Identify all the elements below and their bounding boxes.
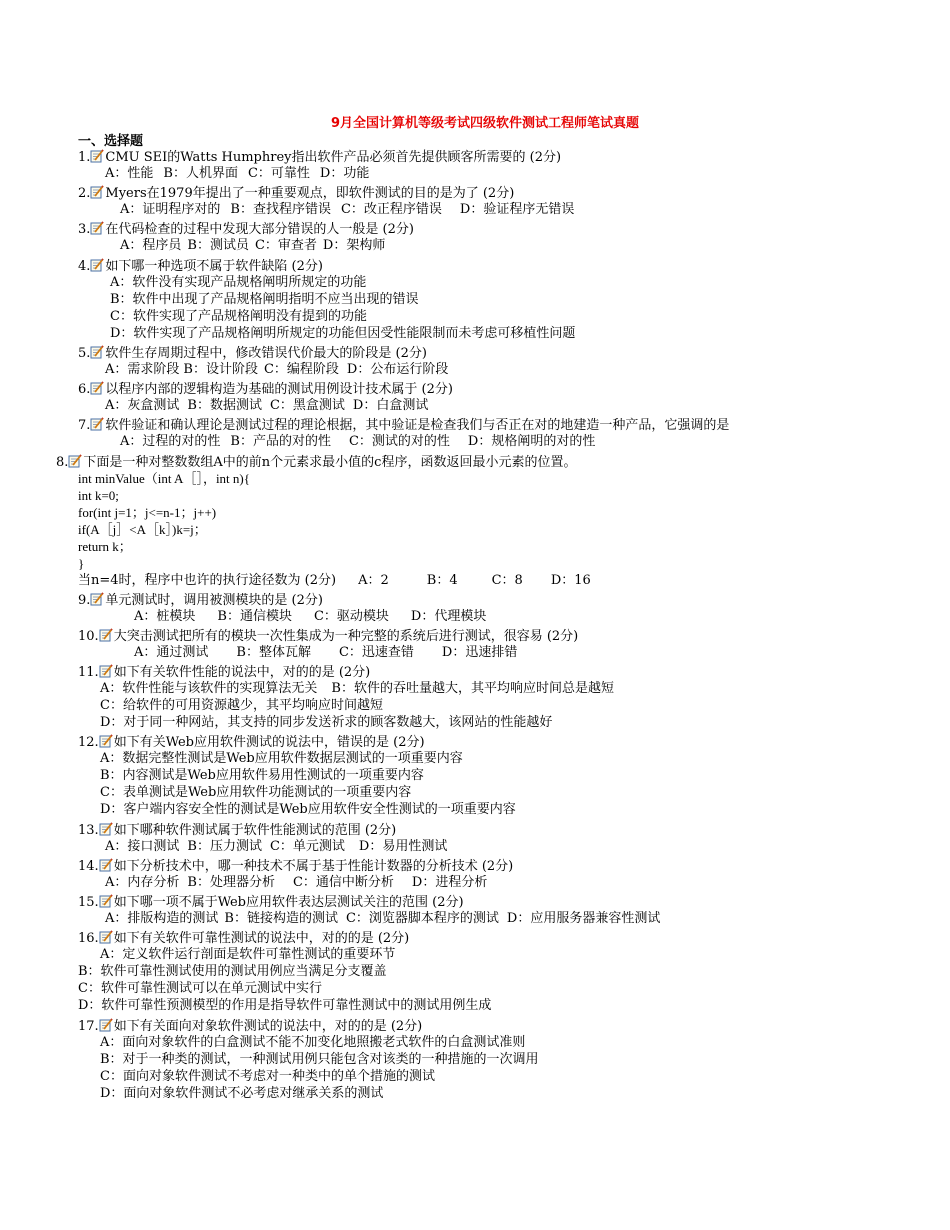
- option-b: B：整体瓦解: [236, 645, 311, 660]
- question-text: 软件验证和确认理论是测试过程的理论根据，其中验证是检查我们与否正在对的地建造一种产品，它强调的是: [105, 418, 730, 433]
- option-c: C：黑盒测试: [269, 398, 345, 413]
- option-d: D：公布运行阶段: [346, 362, 449, 377]
- option-d: D：对于同一种网站，其支持的同步发送祈求的顾客数越大，该网站的性能越好: [100, 715, 553, 730]
- option-d: D：进程分析: [411, 875, 488, 890]
- question-text: 以程序内部的逻辑构造为基础的测试用例设计技术属于 (2分): [105, 382, 453, 397]
- question-text: 如下分析技术中，哪一种技术不属于基于性能计数器的分析技术 (2分): [113, 859, 514, 874]
- option-c: C：审查者: [254, 238, 317, 253]
- question-text: 软件生存周期过程中，修改错误代价最大的阶段是 (2分): [105, 346, 427, 361]
- option-d: D：功能: [319, 166, 370, 181]
- option-b: B：测试员: [187, 238, 249, 253]
- option-d: D：迅速排错: [441, 645, 518, 660]
- question-number: 17.: [78, 1019, 99, 1034]
- edit-note-icon: [90, 221, 104, 235]
- edit-note-icon: [68, 454, 82, 468]
- option-b: B：数据测试: [187, 398, 262, 413]
- edit-note-icon: [99, 664, 113, 678]
- option-d: D：易用性测试: [358, 839, 448, 854]
- option-d: D：代理模块: [410, 609, 487, 624]
- option-a: A：过程的对的性: [120, 434, 221, 449]
- question-text: 在代码检查的过程中发现大部分错误的人一般是 (2分): [105, 222, 414, 237]
- question-7: [78, 417, 729, 434]
- option-b: B：设计阶段: [183, 362, 258, 377]
- option-a: A：软件没有实现产品规格阐明所规定的功能: [110, 275, 367, 290]
- question-10: [78, 628, 578, 645]
- option-c: C：软件实现了产品规格阐明没有提到的功能: [110, 309, 367, 324]
- option-b: B：4: [426, 573, 458, 588]
- option-c: C：驱动模块: [313, 609, 389, 624]
- question-6: [78, 381, 453, 398]
- options-row: [105, 398, 438, 414]
- option-b: B：人机界面: [163, 166, 238, 181]
- question-3: [78, 221, 414, 238]
- question-number: 13.: [78, 823, 99, 838]
- edit-note-icon: [90, 258, 104, 272]
- question-11: [78, 664, 370, 681]
- edit-note-icon: [90, 345, 104, 359]
- options-row: [134, 645, 527, 661]
- edit-note-icon: [99, 734, 113, 748]
- edit-note-icon: [99, 822, 113, 836]
- question-text: 下面是一种对整数数组A中的前n个元素求最小值的c程序，函数返回最小元素的位置。: [83, 455, 577, 470]
- edit-note-icon: [90, 592, 104, 606]
- option-a: A：面向对象软件的白盒测试不能不加变化地照搬老式软件的白盒测试准则: [100, 1035, 526, 1050]
- option-d: D：规格阐明的对的性: [467, 434, 596, 449]
- question-text: 如下哪一项不属于Web应用软件表达层测试关注的范围 (2分): [113, 895, 464, 910]
- question-number: 4.: [78, 259, 91, 274]
- option-a: A：程序员: [120, 238, 182, 253]
- options-row: [105, 911, 670, 927]
- option-a: A：接口测试: [105, 839, 180, 854]
- option-b: B：查找程序错误: [230, 202, 331, 217]
- option-c: C：测试的对的性: [348, 434, 450, 449]
- question-number: 15.: [78, 895, 99, 910]
- option-a: A：需求阶段: [105, 362, 180, 377]
- question-number: 12.: [78, 735, 99, 750]
- code-line: }: [78, 556, 85, 571]
- page-title: 9月全国计算机等级考试四级软件测试工程师笔试真题: [330, 116, 640, 131]
- edit-note-icon: [90, 417, 104, 431]
- option-c: C：单元测试: [269, 839, 345, 854]
- option-a: A：内存分析: [105, 875, 180, 890]
- edit-note-icon: [99, 894, 113, 908]
- question-number: 16.: [78, 931, 99, 946]
- code-line: if(A［j］<A［k］)k=j；: [78, 522, 207, 537]
- question-14: [78, 858, 513, 875]
- option-d: D：软件可靠性预测模型的作用是指导软件可靠性测试中的测试用例生成: [78, 998, 492, 1013]
- options-row: [120, 238, 395, 254]
- question-4: [78, 258, 323, 275]
- edit-note-icon: [90, 149, 104, 163]
- option-c: C：可靠性: [247, 166, 310, 181]
- question-number: 6.: [78, 382, 91, 397]
- question-8: [56, 454, 576, 471]
- question-text: Myers在1979年提出了一种重要观点，即软件测试的目的是为了 (2分): [105, 186, 515, 201]
- options-row: [105, 362, 458, 378]
- question-9: [78, 592, 323, 609]
- code-line: return k；: [78, 539, 132, 554]
- code-line: int minValue（int A［］，int n){: [78, 471, 250, 486]
- question-1: [78, 149, 561, 166]
- edit-note-icon: [99, 628, 113, 642]
- edit-note-icon: [90, 185, 104, 199]
- question-number: 7.: [78, 418, 91, 433]
- option-b: B：软件中出现了产品规格阐明指明不应当出现的错误: [110, 292, 419, 307]
- question-text: 单元测试时，调用被测模块的是 (2分): [105, 593, 323, 608]
- option-b: B：通信模块: [217, 609, 292, 624]
- section-heading: 一、选择题: [78, 134, 144, 149]
- option-b: B：产品的对的性: [230, 434, 331, 449]
- edit-note-icon: [99, 858, 113, 872]
- option-a: A：数据完整性测试是Web应用软件数据层测试的一项重要内容: [100, 751, 463, 766]
- option-d: D：面向对象软件测试不必考虑对继承关系的测试: [100, 1086, 384, 1101]
- option-d: D：软件实现了产品规格阐明所规定的功能但因受性能限制而未考虑可移植性问题: [110, 326, 576, 341]
- option-a: A：2: [358, 573, 389, 588]
- option-a: A：桩模块: [134, 609, 196, 624]
- option-c: C：8: [491, 573, 523, 588]
- question-text: 如下有关Web应用软件测试的说法中，错误的是 (2分): [113, 735, 425, 750]
- option-b: B：链接构造的测试: [224, 911, 338, 926]
- option-a: A：灰盒测试: [105, 398, 180, 413]
- question-15: [78, 894, 464, 911]
- option-c: C：软件可靠性测试可以在单元测试中实行: [78, 981, 322, 996]
- question-number: 2.: [78, 186, 91, 201]
- options-row: [105, 839, 457, 855]
- option-a: A：证明程序对的: [120, 202, 221, 217]
- option-b: B：软件的吞吐量越大，其平均响应时间总是越短: [331, 681, 614, 696]
- edit-note-icon: [99, 930, 113, 944]
- option-c: C：面向对象软件测试不考虑对一种类中的单个措施的测试: [100, 1069, 435, 1084]
- question-8-prompt: [78, 573, 591, 589]
- option-d: D：验证程序无错误: [459, 202, 575, 217]
- option-c: C：给软件的可用资源越少，其平均响应时间越短: [100, 698, 383, 713]
- question-text: 如下有关软件性能的说法中，对的的是 (2分): [113, 665, 371, 680]
- edit-note-icon: [90, 381, 104, 395]
- question-number: 8.: [56, 455, 69, 470]
- options-row: [120, 202, 584, 218]
- question-17: [78, 1018, 422, 1035]
- question-2: [78, 185, 514, 202]
- code-line: for(int j=1；j<=n-1；j++): [78, 505, 217, 520]
- options-row: [105, 875, 497, 891]
- question-number: 11.: [78, 665, 99, 680]
- question-text: 如下有关软件可靠性测试的说法中，对的的是 (2分): [113, 931, 410, 946]
- question-number: 1.: [78, 150, 91, 165]
- option-d: D：白盒测试: [352, 398, 429, 413]
- option-c: C：浏览器脚本程序的测试: [345, 911, 499, 926]
- question-number: 14.: [78, 859, 99, 874]
- question-number: 9.: [78, 593, 91, 608]
- edit-note-icon: [99, 1018, 113, 1032]
- option-d: D：客户端内容安全性的测试是Web应用软件安全性测试的一项重要内容: [100, 802, 516, 817]
- option-c: C：通信中断分析: [292, 875, 394, 890]
- option-b: B：处理器分析: [187, 875, 275, 890]
- option-c: C：表单测试是Web应用软件功能测试的一项重要内容: [100, 785, 412, 800]
- options-row: [134, 609, 496, 625]
- option-c: C：编程阶段: [263, 362, 339, 377]
- question-text: 大突击测试把所有的模块一次性集成为一种完整的系统后进行测试，很容易 (2分): [113, 629, 579, 644]
- option-c: C：迅速查错: [338, 645, 414, 660]
- question-text: CMU SEI的Watts Humphrey指出软件产品必须首先提供顾客所需要的 (2分): [105, 150, 562, 165]
- option-a: A：定义软件运行剖面是软件可靠性测试的重要环节: [100, 947, 396, 962]
- question-number: 5.: [78, 346, 91, 361]
- question-12: [78, 734, 425, 751]
- option-d: D：应用服务器兼容性测试: [506, 911, 661, 926]
- option-a: A：软件性能与该软件的实现算法无关: [100, 681, 318, 696]
- question-5: [78, 345, 427, 362]
- option-a: A：排版构造的测试: [105, 911, 219, 926]
- option-a: A：性能: [105, 166, 154, 181]
- code-line: int k=0;: [78, 488, 119, 503]
- question-text: 如下哪种软件测试属于软件性能测试的范围 (2分): [113, 823, 397, 838]
- option-b: B：内容测试是Web应用软件易用性测试的一项重要内容: [100, 768, 424, 783]
- options-row: [100, 681, 614, 697]
- question-number: 3.: [78, 222, 91, 237]
- option-a: A：通过测试: [134, 645, 209, 660]
- question-text: 当n=4时，程序中也许的执行途径数为 (2分): [78, 573, 337, 588]
- question-16: [78, 930, 409, 947]
- option-b: B：对于一种类的测试，一种测试用例只能包含对该类的一种措施的一次调用: [100, 1052, 539, 1067]
- question-number: 10.: [78, 629, 99, 644]
- option-c: C：改正程序错误: [340, 202, 442, 217]
- option-d: D：架构师: [322, 238, 386, 253]
- options-row: [105, 166, 379, 182]
- option-b: B：软件可靠性测试使用的测试用例应当满足分支覆盖: [78, 964, 387, 979]
- options-row: [120, 434, 605, 450]
- question-text: 如下哪一种选项不属于软件缺陷 (2分): [105, 259, 323, 274]
- option-d: D：16: [550, 573, 591, 588]
- question-text: 如下有关面向对象软件测试的说法中，对的的是 (2分): [113, 1019, 423, 1034]
- question-13: [78, 822, 396, 839]
- option-b: B：压力测试: [187, 839, 262, 854]
